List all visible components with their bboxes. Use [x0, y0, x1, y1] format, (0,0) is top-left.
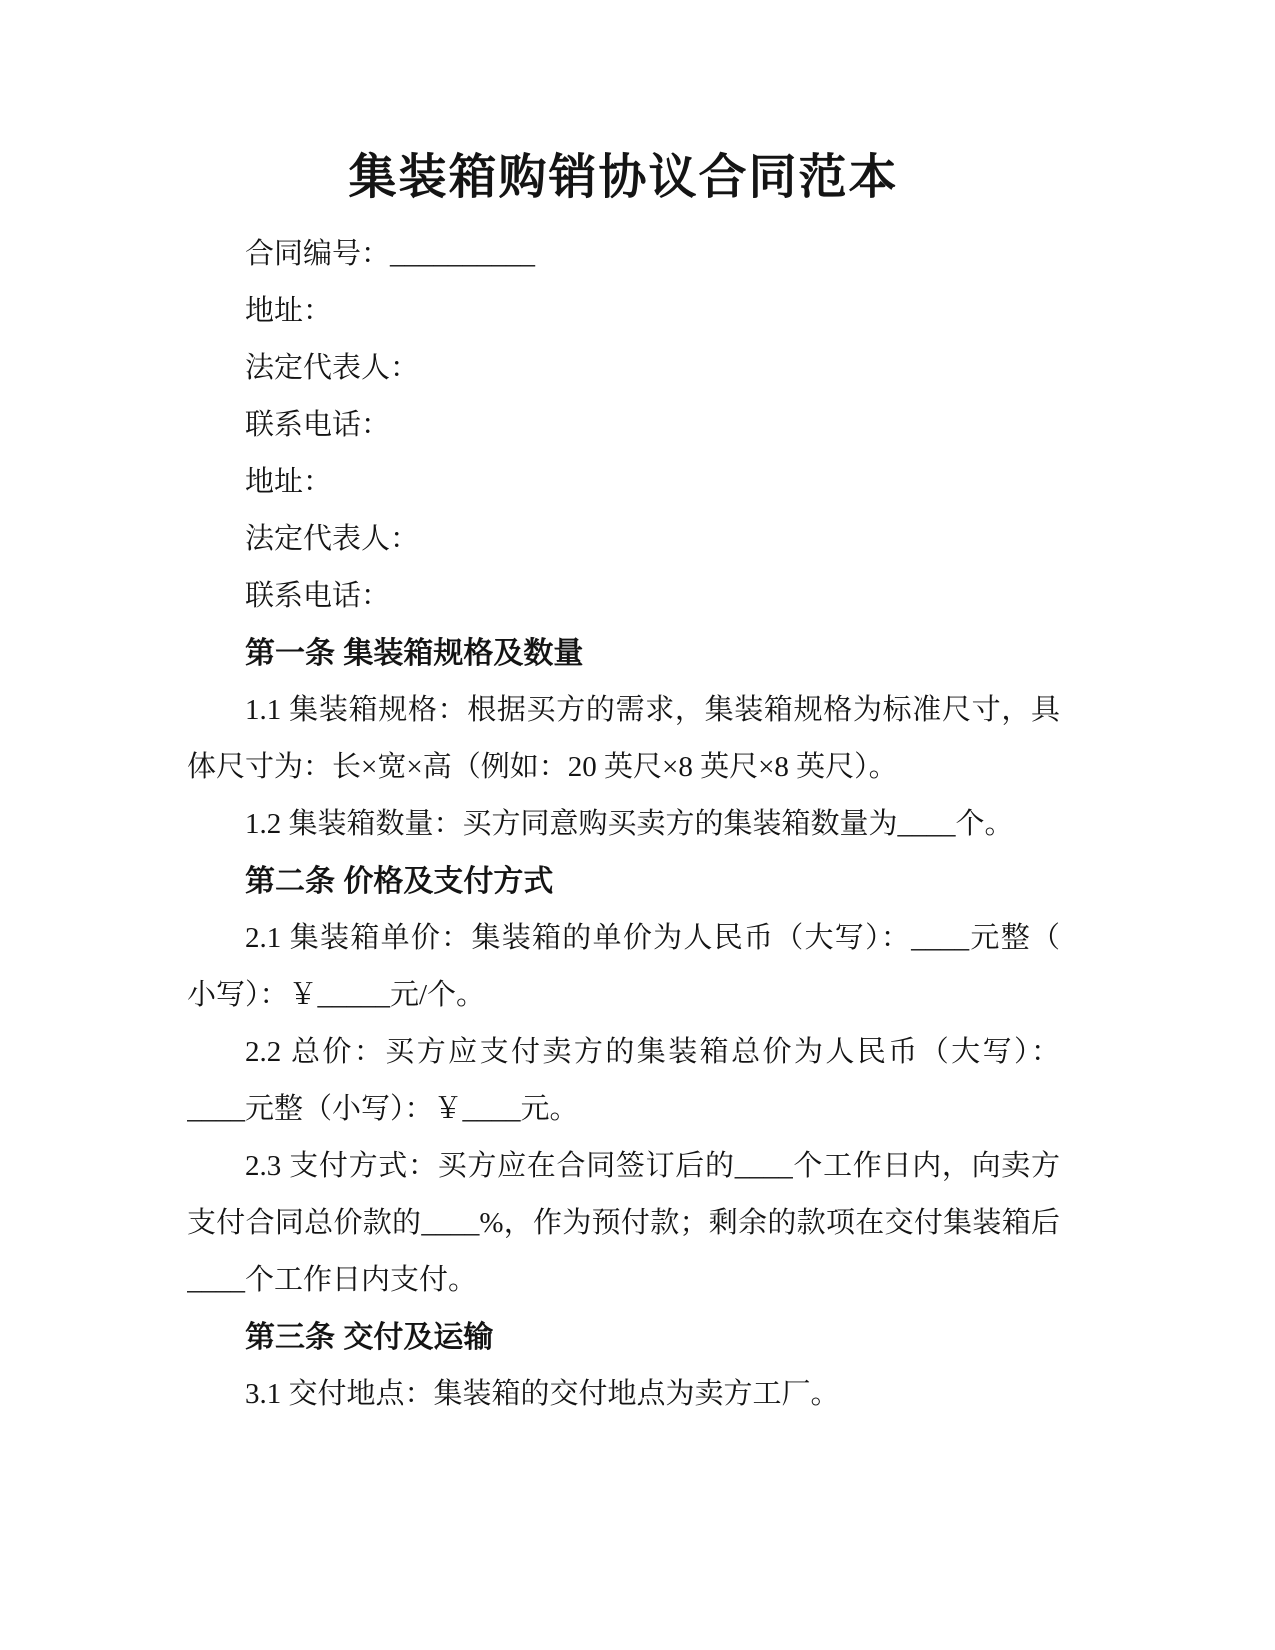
document-line: 联系电话： [245, 409, 391, 441]
document-line: 合同编号：__________ [245, 238, 536, 270]
document-line: ____元整（小写）：￥____元。 [187, 1093, 579, 1125]
document-line: 地址： [245, 466, 333, 498]
document-line: 支付合同总价款的____%，作为预付款；剩余的款项在交付集装箱后 [187, 1207, 1060, 1239]
document-line: 地址： [245, 295, 333, 327]
document-line: ____个工作日内支付。 [187, 1264, 478, 1296]
document-body [187, 226, 1060, 1423]
document-line: 法定代表人： [245, 523, 420, 555]
document-line: 第二条 价格及支付方式 [245, 865, 554, 898]
document-title: 集装箱购销协议合同范本 [348, 151, 899, 204]
document-line: 体尺寸为：长×宽×高（例如：20 英尺×8 英尺×8 英尺）。 [187, 751, 898, 783]
document-line: 2.2 总价：买方应支付卖方的集装箱总价为人民币（大写）： [245, 1036, 1060, 1068]
document-line: 2.1 集装箱单价：集装箱的单价为人民币（大写）：____元整（ [245, 922, 1060, 954]
document-line: 3.1 交付地点：集装箱的交付地点为卖方工厂。 [245, 1378, 840, 1410]
document-line: 法定代表人： [245, 352, 420, 384]
document-line: 第一条 集装箱规格及数量 [245, 637, 584, 670]
document-line: 联系电话： [245, 580, 391, 612]
document-line: 第三条 交付及运输 [245, 1321, 494, 1354]
document-line: 1.1 集装箱规格：根据买方的需求，集装箱规格为标准尺寸，具 [245, 694, 1060, 726]
document-line: 1.2 集装箱数量：买方同意购买卖方的集装箱数量为____个。 [245, 808, 1014, 840]
document-line: 小写）：￥_____元/个。 [187, 979, 486, 1011]
document-line: 2.3 支付方式：买方应在合同签订后的____个工作日内，向卖方 [245, 1150, 1060, 1182]
